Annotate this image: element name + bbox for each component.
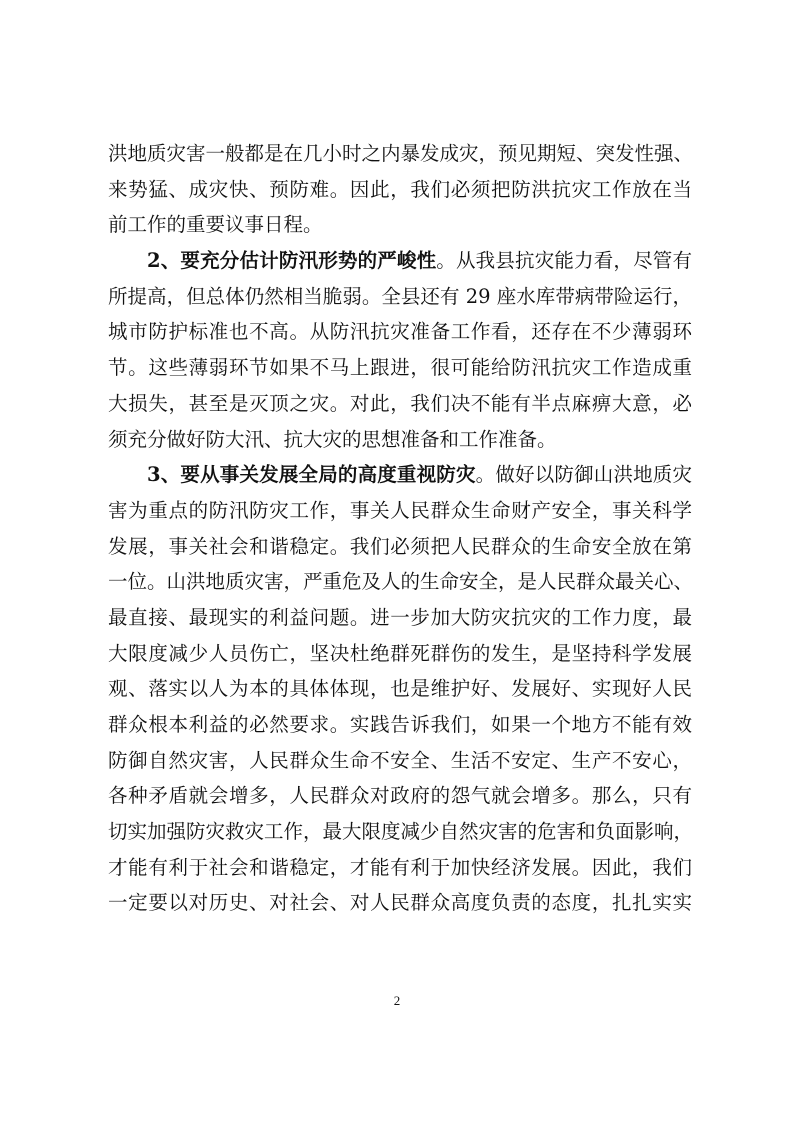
text-line [108,885,692,921]
line-text: 。做好以防御山洪地质灾 [475,463,692,487]
line-text: 一定要以对历史、对社会、对人民群众高度负责的态度，扎扎实实 [108,891,692,915]
text-line [108,743,692,779]
text-line [108,493,692,529]
text-line [108,814,692,850]
line-text: 洪地质灾害一般都是在几小时之内暴发成灾，预见期短、突发性强、 [108,142,694,165]
text-line [108,529,692,565]
text-line [108,707,692,743]
text-line [108,564,692,600]
text-line [108,778,692,814]
line-text: 城市防护标准也不高。从防汛抗灾准备工作看，还存在不少薄弱环 [108,320,692,344]
line-text: 前工作的重要议事日程。 [108,213,323,237]
line-text: 防御自然灾害，人民群众生命不安全、生活不安定、生产不安心， [108,748,692,772]
text-line [108,386,692,422]
text-line [108,279,692,315]
line-text: 害为重点的防汛防灾工作，事关人民群众生命财产安全，事关科学 [108,498,692,522]
text-line [108,314,692,350]
line-text: 。从我县抗灾能力看，尽管有 [436,249,692,273]
text-line [108,243,692,279]
section-heading: 2、要充分估计防汛形势的严峻性 [147,249,437,273]
line-text: 所提高，但总体仍然相当脆弱。全县还有 29 座水库带病带险运行， [108,284,692,308]
line-text: 切实加强防灾救灾工作，最大限度减少自然灾害的危害和负面影响， [108,820,694,844]
line-text: 大损失，甚至是灭顶之灾。对此，我们决不能有半点麻痹大意，必 [108,391,692,415]
text-line [108,850,692,886]
line-text: 一位。山洪地质灾害，严重危及人的生命安全，是人民群众最关心、 [108,570,694,594]
text-line [108,207,692,243]
line-text: 群众根本利益的必然要求。实践告诉我们，如果一个地方不能有效 [108,713,692,736]
line-text: 节。这些薄弱环节如果不马上跟进，很可能给防汛抗灾工作造成重 [108,356,692,380]
text-line [108,671,692,707]
text-line [108,422,692,458]
line-text: 才能有利于社会和谐稳定，才能有利于加快经济发展。因此，我们 [108,855,692,879]
text-line [108,172,692,208]
line-text: 各种矛盾就会增多，人民群众对政府的怨气就会增多。那么，只有 [108,784,692,808]
text-line [108,636,692,672]
line-text: 须充分做好防大汛、抗大灾的思想准备和工作准备。 [108,427,557,451]
line-text: 发展，事关社会和谐稳定。我们必须把人民群众的生命安全放在第 [108,534,692,558]
line-text: 大限度减少人员伤亡，坚决杜绝群死群伤的发生，是坚持科学发展 [108,641,692,665]
text-line [108,600,692,636]
line-text: 观、落实以人为本的具体体现，也是维护好、发展好、实现好人民 [108,677,692,701]
body-text [108,136,692,921]
page-number: 2 [393,993,401,1008]
text-line [108,457,692,493]
text-line [108,136,692,172]
section-heading: 3、要从事关发展全局的高度重视防灾 [147,463,476,487]
line-text: 最直接、最现实的利益问题。进一步加大防灾抗灾的工作力度，最 [108,605,692,629]
line-text: 来势猛、成灾快、预防难。因此，我们必须把防洪抗灾工作放在当 [108,177,692,201]
text-line [108,350,692,386]
